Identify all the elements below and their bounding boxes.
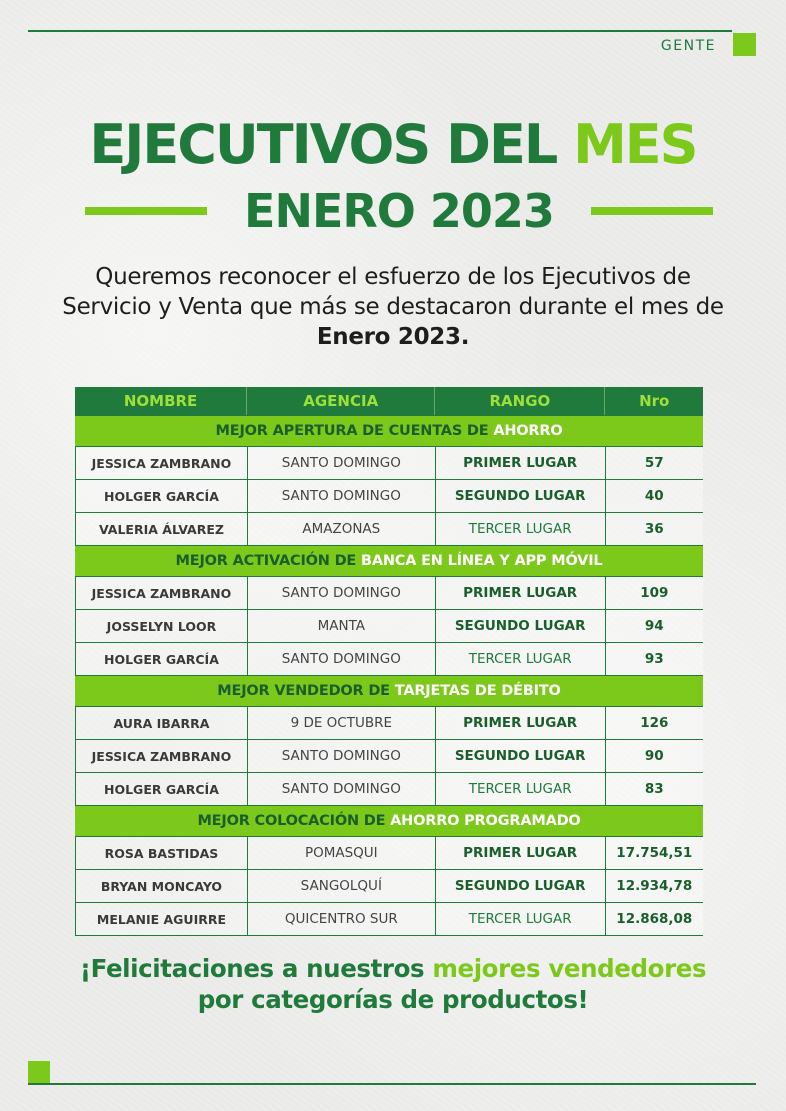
cell-name: HOLGER GARCÍA	[75, 643, 248, 675]
headline-main: EJECUTIVOS DEL	[89, 113, 557, 176]
cell-rank: TERCER LUGAR	[436, 903, 606, 935]
headline	[0, 113, 786, 176]
cell-rank: TERCER LUGAR	[436, 773, 606, 805]
cell-rank: PRIMER LUGAR	[436, 577, 606, 609]
table-header-row	[75, 387, 703, 415]
cell-nro: 94	[644, 618, 664, 634]
cell-name: VALERIA ÁLVAREZ	[75, 513, 248, 545]
cell-name: AURA IBARRA	[75, 707, 248, 739]
category-label: MEJOR ACTIVACIÓN DE	[175, 553, 357, 569]
category-label: MEJOR APERTURA DE CUENTAS DE	[215, 423, 489, 439]
table-body	[75, 415, 703, 935]
column-header-nro: Nro	[639, 392, 670, 410]
cell-agency: AMAZONAS	[248, 513, 436, 545]
cell-name: JESSICA ZAMBRANO	[75, 447, 248, 479]
cell-agency: SANTO DOMINGO	[248, 773, 436, 805]
category-row	[75, 545, 703, 576]
cell-nro: 57	[644, 455, 664, 471]
category-label: MEJOR VENDEDOR DE	[217, 683, 390, 699]
cell-agency: SANTO DOMINGO	[248, 447, 436, 479]
cell-agency: QUICENTRO SUR	[248, 903, 436, 935]
cell-rank: TERCER LUGAR	[436, 513, 606, 545]
cell-nro: 126	[640, 715, 669, 731]
category-label-highlight: TARJETAS DE DÉBITO	[394, 683, 561, 699]
top-divider	[28, 30, 732, 32]
closing-part2: por categorías de productos!	[197, 985, 589, 1014]
table-row	[75, 836, 703, 869]
table-row	[75, 739, 703, 772]
corner-square-bottom	[28, 1061, 50, 1083]
cell-nro: 90	[644, 748, 664, 764]
cell-rank: SEGUNDO LUGAR	[436, 610, 606, 642]
category-label: MEJOR COLOCACIÓN DE	[197, 813, 386, 829]
subheadline-bar-left	[85, 207, 207, 215]
cell-rank: SEGUNDO LUGAR	[436, 740, 606, 772]
cell-rank: PRIMER LUGAR	[436, 837, 606, 869]
cell-agency: SANGOLQUÍ	[248, 870, 436, 902]
table-row	[75, 512, 703, 545]
table-row	[75, 576, 703, 609]
cell-name: ROSA BASTIDAS	[75, 837, 248, 869]
cell-rank: SEGUNDO LUGAR	[436, 870, 606, 902]
cell-name: JOSSELYN LOOR	[75, 610, 248, 642]
column-header-name: NOMBRE	[75, 387, 247, 415]
closing-accent: mejores vendedores	[432, 954, 707, 983]
cell-rank: TERCER LUGAR	[436, 643, 606, 675]
rankings-table	[75, 387, 703, 936]
cell-agency: POMASQUI	[248, 837, 436, 869]
category-row	[75, 675, 703, 706]
cell-agency: SANTO DOMINGO	[248, 643, 436, 675]
cell-nro: 83	[644, 781, 664, 797]
category-label-highlight: BANCA EN LÍNEA Y APP MÓVIL	[360, 553, 603, 569]
cell-name: JESSICA ZAMBRANO	[75, 577, 248, 609]
category-label-highlight: AHORRO PROGRAMADO	[390, 813, 581, 829]
cell-nro: 36	[644, 521, 664, 537]
category-row	[75, 805, 703, 836]
headline-accent: MES	[573, 113, 697, 176]
cell-nro: 40	[644, 488, 664, 504]
intro-text: Queremos reconocer el esfuerzo de los Ejecutivos de Servicio y Venta que más se destacaron durante el mes de	[62, 264, 724, 320]
cell-rank: SEGUNDO LUGAR	[436, 480, 606, 512]
intro-paragraph	[60, 262, 726, 352]
category-row	[75, 415, 703, 446]
cell-name: MELANIE AGUIRRE	[75, 903, 248, 935]
cell-agency: SANTO DOMINGO	[248, 480, 436, 512]
cell-name: HOLGER GARCÍA	[75, 773, 248, 805]
closing-message	[30, 953, 756, 1015]
table-row	[75, 772, 703, 805]
column-header-agency: AGENCIA	[247, 387, 435, 415]
subheadline-bar-right	[591, 207, 713, 215]
cell-nro: 12.934,78	[616, 878, 693, 894]
corner-square-top	[733, 33, 756, 56]
intro-highlight: Enero 2023.	[316, 324, 470, 350]
cell-nro: 109	[640, 585, 669, 601]
cell-nro: 17.754,51	[616, 845, 693, 861]
closing-part1: ¡Felicitaciones a nuestros	[79, 954, 425, 983]
table-row	[75, 642, 703, 675]
cell-rank: PRIMER LUGAR	[436, 447, 606, 479]
table-row	[75, 446, 703, 479]
bottom-divider	[28, 1083, 756, 1085]
cell-agency: SANTO DOMINGO	[248, 740, 436, 772]
cell-name: JESSICA ZAMBRANO	[75, 740, 248, 772]
table-row	[75, 902, 703, 935]
cell-nro: 12.868,08	[616, 911, 693, 927]
cell-name: BRYAN MONCAYO	[75, 870, 248, 902]
cell-name: HOLGER GARCÍA	[75, 480, 248, 512]
table-bottom-border	[75, 935, 703, 936]
column-header-rank: RANGO	[435, 387, 605, 415]
table-row	[75, 706, 703, 739]
table-row	[75, 479, 703, 512]
section-tag: GENTE	[660, 38, 716, 54]
subheadline-row	[85, 186, 713, 236]
cell-rank: PRIMER LUGAR	[436, 707, 606, 739]
cell-nro: 93	[644, 651, 664, 667]
cell-agency: MANTA	[248, 610, 436, 642]
subheadline: ENERO 2023	[244, 184, 554, 238]
category-label-highlight: AHORRO	[493, 423, 563, 439]
cell-agency: SANTO DOMINGO	[248, 577, 436, 609]
cell-agency: 9 DE OCTUBRE	[248, 707, 436, 739]
table-row	[75, 609, 703, 642]
table-row	[75, 869, 703, 902]
